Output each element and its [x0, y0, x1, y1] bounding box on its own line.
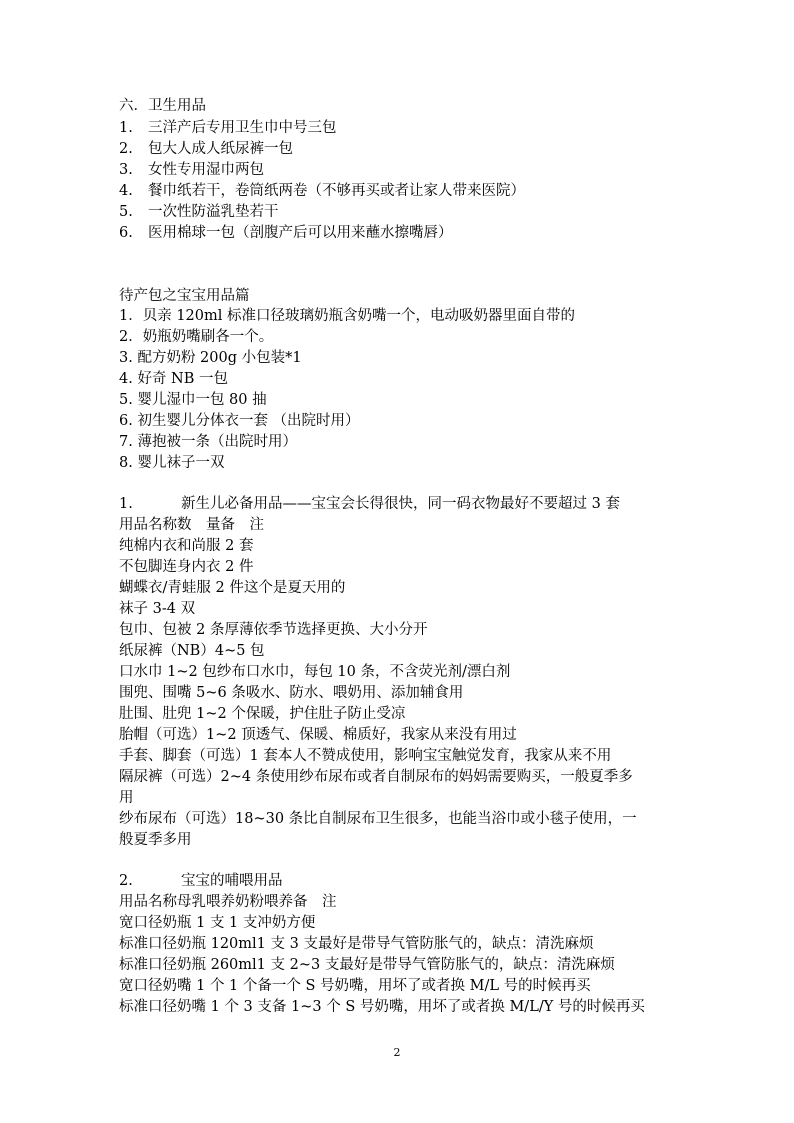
text-line: 口水巾 1~2 包纱布口水巾，每包 10 条，不含荧光剂/漂白剂	[119, 664, 511, 680]
text-line: 宽口径奶嘴 1 个 1 个备一个 S 号奶嘴，用坏了或者换 M/L 号的时候再买	[119, 978, 591, 994]
list-item-number: 3.	[119, 162, 133, 178]
list-item: 3. 配方奶粉 200g 小包装*1	[119, 350, 302, 366]
text-line: 包巾、包被 2 条厚薄依季节选择更换、大小分开	[119, 622, 428, 638]
newborn-heading	[119, 494, 620, 514]
page-number: 2	[393, 1046, 401, 1059]
section-number: 1.	[119, 496, 133, 512]
text-line: 纱布尿布（可选）18~30 条比自制尿布卫生很多，也能当浴巾或小毯子使用，一	[119, 811, 637, 827]
section-title: 宝宝的哺喂用品	[181, 873, 283, 889]
hygiene-heading: 六．卫生用品	[119, 98, 206, 114]
list-item-number: 4.	[119, 183, 133, 199]
list-item: 7. 薄抱被一条（出院时用）	[119, 434, 297, 450]
baby-heading: 待产包之宝宝用品篇	[119, 288, 250, 304]
list-item	[119, 181, 525, 201]
list-item-text: 餐巾纸若干，卷筒纸两卷（不够再买或者让家人带来医院）	[148, 183, 525, 199]
list-item-text: 女性专用湿巾两包	[148, 162, 264, 178]
text-line: 标准口径奶嘴 1 个 3 支备 1~3 个 S 号奶嘴，用坏了或者换 M/L/Y 号的时候再买	[119, 999, 645, 1015]
list-item-number: 5.	[119, 204, 133, 220]
text-line: 隔尿裤（可选）2~4 条使用纱布尿布或者自制尿布的妈妈需要购买，一般夏季多	[119, 769, 633, 785]
text-line: 用	[119, 790, 134, 806]
list-item: 5. 婴儿湿巾一包 80 抽	[119, 392, 267, 408]
list-item-text: 一次性防溢乳垫若干	[148, 204, 279, 220]
text-line: 胎帽（可选）1~2 顶透气、保暖、棉质好，我家从来没有用过	[119, 727, 517, 743]
list-item	[119, 139, 293, 159]
text-line: 宽口径奶瓶 1 支 1 支冲奶方便	[119, 915, 316, 931]
list-item-text: 医用棉球一包（剖腹产后可以用来蘸水擦嘴唇）	[148, 225, 453, 241]
list-item: 4. 好奇 NB 一包	[119, 371, 229, 387]
text-line: 标准口径奶瓶 260ml1 支 2~3 支最好是带导气管防胀气的，缺点：清洗麻烦	[119, 957, 615, 973]
text-line: 不包脚连身内衣 2 件	[119, 559, 254, 575]
section-title: 新生儿必备用品——宝宝会长得很快，同一码衣物最好不要超过 3 套	[181, 496, 620, 512]
text-line: 纸尿裤（NB）4~5 包	[119, 643, 265, 659]
text-line: 用品名称母乳喂养奶粉喂养备 注	[119, 894, 337, 910]
list-item-text: 三洋产后专用卫生巾中号三包	[148, 120, 337, 136]
text-line: 蝴蝶衣/青蛙服 2 件这个是夏天用的	[119, 580, 346, 596]
list-item	[119, 223, 453, 243]
feeding-heading	[119, 871, 283, 891]
text-line: 袜子 3-4 双	[119, 601, 196, 617]
section-number: 2.	[119, 873, 133, 889]
list-item: 8. 婴儿袜子一双	[119, 455, 225, 471]
text-line: 肚围、肚兜 1~2 个保暖，护住肚子防止受凉	[119, 706, 406, 722]
text-line: 般夏季多用	[119, 832, 192, 848]
list-item: 1．贝亲 120ml 标准口径玻璃奶瓶含奶嘴一个，电动吸奶器里面自带的	[119, 308, 576, 324]
list-item	[119, 160, 264, 180]
list-item-text: 包大人成人纸尿裤一包	[148, 141, 293, 157]
list-item-number: 6.	[119, 225, 133, 241]
list-item-number: 1.	[119, 120, 133, 136]
text-line: 标准口径奶瓶 120ml1 支 3 支最好是带导气管防胀气的，缺点：清洗麻烦	[119, 936, 594, 952]
list-item-number: 2.	[119, 141, 133, 157]
list-item: 6. 初生婴儿分体衣一套 （出院时用）	[119, 413, 360, 429]
list-item	[119, 118, 337, 138]
text-line: 手套、脚套（可选）1 套本人不赞成使用，影响宝宝触觉发育，我家从来不用	[119, 748, 612, 764]
list-item	[119, 202, 279, 222]
text-line: 用品名称数 量备 注	[119, 517, 264, 533]
list-item: 2．奶瓶奶嘴刷各一个。	[119, 329, 274, 345]
text-line: 围兜、围嘴 5~6 条吸水、防水、喂奶用、添加辅食用	[119, 685, 464, 701]
text-line: 纯棉内衣和尚服 2 套	[119, 538, 254, 554]
